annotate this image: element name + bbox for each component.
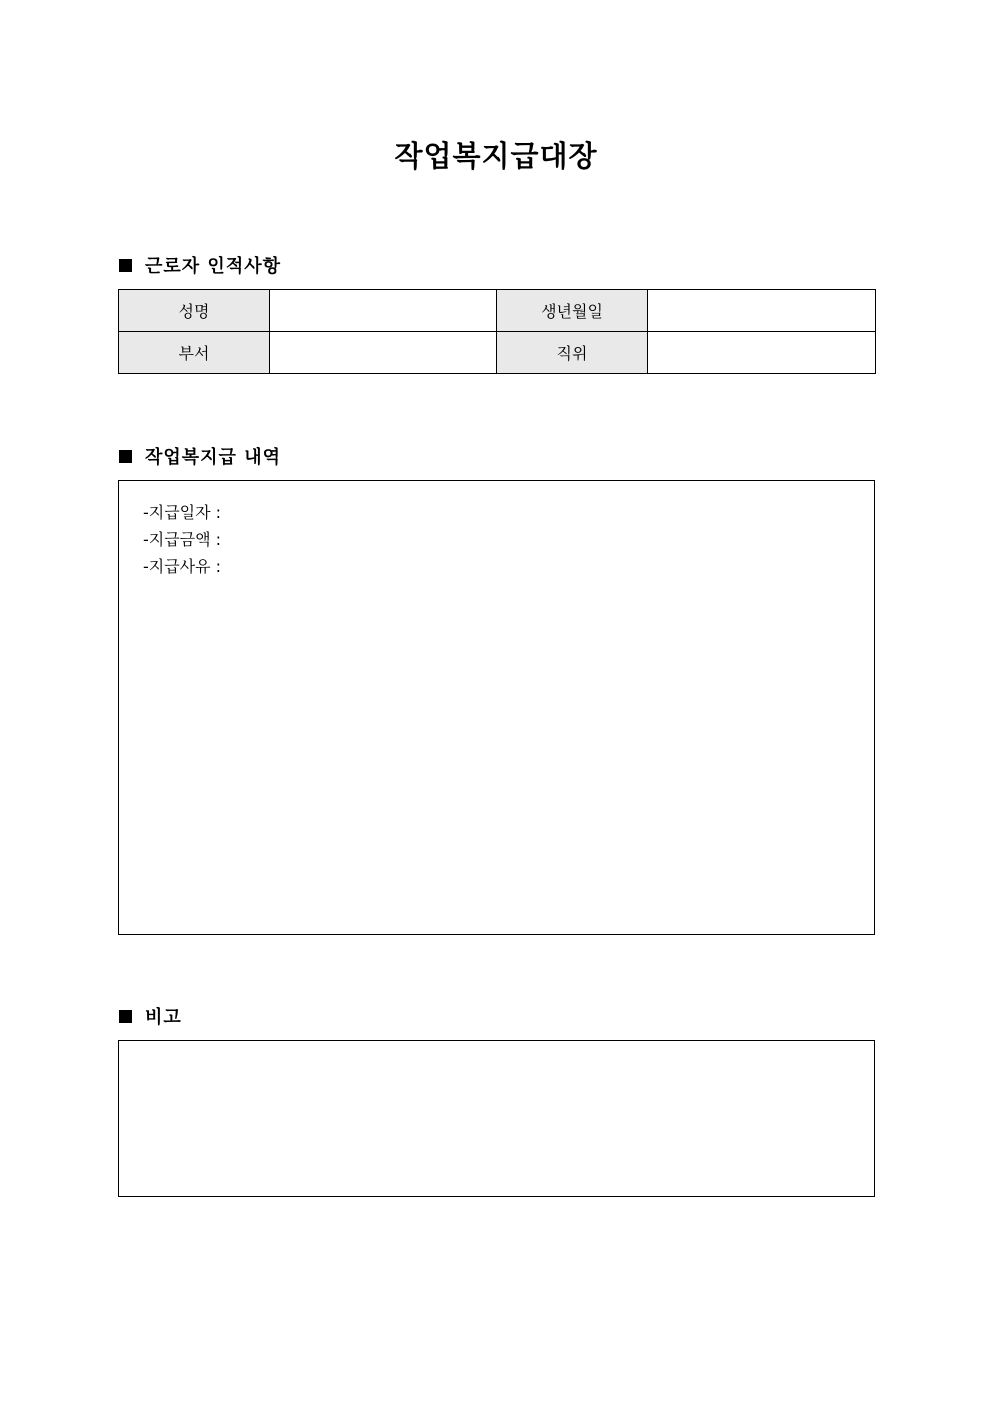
position-label: 직위 [497, 332, 648, 374]
square-bullet-icon [119, 259, 132, 272]
name-label: 성명 [119, 290, 270, 332]
supply-amount-line: -지급금액 : [143, 530, 222, 549]
section-heading-label: 비고 [145, 1007, 182, 1028]
supply-details-lines [143, 499, 221, 580]
department-field[interactable] [270, 332, 497, 374]
remarks-box[interactable] [118, 1040, 875, 1197]
section-heading-label: 근로자 인적사항 [145, 256, 281, 277]
square-bullet-icon [119, 1010, 132, 1023]
birthdate-field[interactable] [648, 290, 876, 332]
supply-details-box[interactable] [118, 480, 875, 935]
name-field[interactable] [270, 290, 497, 332]
section-heading-supply-details [119, 443, 281, 469]
square-bullet-icon [119, 450, 132, 463]
position-field[interactable] [648, 332, 876, 374]
document-title: 작업복지급대장 [394, 139, 598, 173]
supply-reason-line: -지급사유 : [143, 557, 222, 576]
section-heading-remarks [119, 1003, 182, 1029]
table-row [119, 290, 876, 332]
birthdate-label: 생년월일 [497, 290, 648, 332]
worker-info-table [118, 289, 876, 374]
table-row [119, 332, 876, 374]
department-label: 부서 [119, 332, 270, 374]
section-heading-worker-info [119, 252, 281, 278]
supply-date-line: -지급일자 : [143, 503, 222, 522]
section-heading-label: 작업복지급 내역 [145, 447, 281, 468]
